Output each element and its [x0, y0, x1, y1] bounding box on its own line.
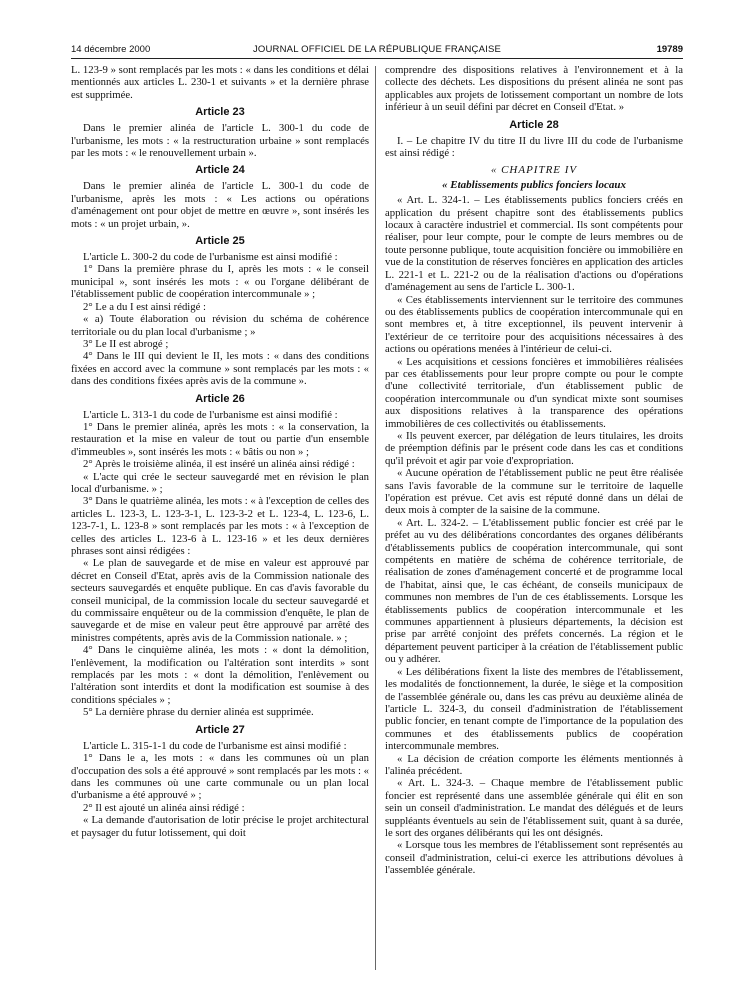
- paragraph: I. – Le chapitre IV du titre II du livre III du code de l'urbanisme est ainsi rédigé :: [385, 134, 683, 160]
- paragraph: 4° Dans le cinquième alinéa, les mots : « dont la démolition, l'enlèvement, la modification ou l'altération sont interdits » sont remplacés par les mots : « dont la démolition, l'enlèvement ou l'altération sont interdits et dont la modification est soumise à des conditions spéciales » ;: [71, 644, 369, 706]
- paragraph: « Art. L. 324-1. – Les établissements publics fonciers créés en application du présent chapitre sont des établissements publics locaux à caractère industriel et commercial. Ils sont compétents pour réaliser, pour leur compte, pour le compte de leurs membres ou de toute personne publique, toute acquisition foncière ou immobilière en vue de la constitution de réserves foncières en application des articles L. 221-1 et L. 221-2 ou de la réalisation d'actions ou d'opérations d'aménagement au sens de l'article L. 300-1.: [385, 194, 683, 294]
- page-number: 19789: [656, 44, 683, 55]
- paragraph: « Les délibérations fixent la liste des membres de l'établissement, les modalités de fonctionnement, la durée, le siège et la composition de l'assemblée générale ou, dans les cas prévu au deuxième alinéa de l'article L. 324-3, du conseil d'administration de l'établissement public foncier, en tenant compte de l'importance de la population des communes et des établissements publics de coopération intercommunale membres.: [385, 665, 683, 753]
- left-column: [71, 64, 369, 839]
- paragraph: « Les acquisitions et cessions foncières et immobilières réalisées par ces établissements pour leur propre compte ou pour le compte d'une collectivité territoriale, d'un établissement public de coopération intercommunale ou d'un syndicat mixte sont soumises aux dispositions relatives à la transparence des opérations immobilières de ces collectivités ou établissements.: [385, 355, 683, 430]
- paragraph: 2° Le a du I est ainsi rédigé :: [83, 300, 206, 313]
- section-heading: « Etablissements publics fonciers locaux: [442, 178, 626, 191]
- article-heading: Article 25: [195, 235, 245, 248]
- paragraph: 1° Dans le premier alinéa, après les mots : « la conservation, la restauration et la mise en valeur de tout ou partie d'un ensemble d'immeubles », sont insérés les mots : « bâtis ou non » ;: [71, 420, 369, 458]
- chapter-heading: « CHAPITRE IV: [490, 164, 578, 177]
- paragraph: L'article L. 300-2 du code de l'urbanisme est ainsi modifié :: [83, 251, 338, 264]
- journal-title: JOURNAL OFFICIEL DE LA RÉPUBLIQUE FRANÇAISE: [252, 44, 502, 55]
- paragraph: 5° La dernière phrase du dernier alinéa est supprimée.: [83, 706, 314, 719]
- paragraph: comprendre des dispositions relatives à l'environnement et à la collecte des déchets. Les dispositions du présent alinéa ne sont pas applicables aux projets de lotissement comportant un nombre de lots inférieur à un seuil défini par décret en Conseil d'Etat. »: [385, 64, 683, 114]
- paragraph: 1° Dans le a, les mots : « dans les communes où un plan d'occupation des sols a été approuvé » sont remplacés par les mots : « dans les communes où une carte communale ou un plan local d'urbanisme a été approuvé » ;: [71, 752, 369, 802]
- paragraph: « La décision de création comporte les éléments mentionnés à l'alinéa précédent.: [385, 752, 683, 777]
- paragraph: « Aucune opération de l'établissement public ne peut être réalisée sans l'avis favorable de la commune sur le territoire de laquelle l'opération est prévue. Cet avis est réputé donné dans un délai de deux mois à compter de la saisine de la commune.: [385, 467, 683, 517]
- paragraph: « La demande d'autorisation de lotir précise le projet architectural et paysager du futur lotissement, qui doit: [71, 814, 369, 839]
- paragraph: « Le plan de sauvegarde et de mise en valeur est approuvé par décret en Conseil d'Etat, après avis de la Commission nationale des secteurs sauvegardés et enquête publique. En cas d'avis favorable du conseil municipal, de la commission locale du secteur sauvegardé et du commissaire enquêteur ou de la commission d'enquête, le plan de sauvegarde et de mise en valeur peut être approuvé par arrêté des ministres compétents, après avis de la Commission nationale. » ;: [71, 557, 369, 644]
- header-date: 14 décembre 2000: [71, 44, 151, 55]
- paragraph: « Ces établissements interviennent sur le territoire des communes ou des établissements publics de coopération intercommunale qui en sont membres et, à titre exceptionnel, ils peuvent intervenir à l'extérieur de ce territoire pour des acquisitions nécessaires à des actions ou opérations menées à l'intérieur de celui-ci.: [385, 293, 683, 356]
- paragraph: « Lorsque tous les membres de l'établissement sont représentés au conseil d'administration, celui-ci exerce les attributions dévolues à l'assemblée générale.: [385, 839, 683, 877]
- paragraph: « Art. L. 324-3. – Chaque membre de l'établissement public foncier est représenté dans une assemblée générale qui élit en son sein un conseil d'administration. Le mandat des délégués et de leurs suppléants éventuels au sein de l'établissement suit, quant à sa durée, le sort des organes délibérants qui les ont désignés.: [385, 777, 683, 839]
- column-divider: [375, 66, 376, 970]
- paragraph: 2° Il est ajouté un alinéa ainsi rédigé :: [83, 801, 245, 814]
- article-heading: Article 23: [195, 106, 245, 119]
- paragraph: L'article L. 313-1 du code de l'urbanisme est ainsi modifié :: [83, 408, 338, 421]
- paragraph: L'article L. 315-1-1 du code de l'urbanisme est ainsi modifié :: [83, 739, 347, 752]
- paragraph: 1° Dans la première phrase du I, après les mots : « le conseil municipal », sont insérés les mots : « ou l'organe délibérant de l'établissement public de coopération intercommunale » ;: [71, 263, 369, 301]
- paragraph: « Ils peuvent exercer, par délégation de leurs titulaires, les droits de préemption définis par le présent code dans les cas et conditions qu'il prévoit et agir par voie d'expropriation.: [385, 429, 683, 467]
- paragraph: « L'acte qui crée le secteur sauvegardé met en révision le plan local d'urbanisme. » ;: [71, 470, 369, 495]
- article-heading: Article 26: [195, 392, 245, 405]
- paragraph: « Art. L. 324-2. – L'établissement public foncier est créé par le préfet au vu des délibérations concordantes des organes délibérants d'établissements publics de coopération intercommunale, qui sont compétents en matière de schéma de cohérence territoriale, de réalisation de zones d'aménagement concerté et de programme local de l'habitat, ainsi que, le cas échéant, de conseils municipaux de communes non membres de l'un de ces établissements. Lorsque les établissements publics de coopération intercommunale et les communes appartiennent à plusieurs départements, la décision est prise par arrêté conjoint des préfets concernés. La région et le département peuvent participer à la création de l'établissement public ou y adhérer.: [385, 516, 683, 666]
- article-heading: Article 28: [509, 118, 559, 131]
- paragraph: « a) Toute élaboration ou révision du schéma de cohérence territoriale ou du plan local d'urbanisme ; »: [71, 313, 369, 338]
- paragraph: L. 123-9 » sont remplacés par les mots : « dans les conditions et délai mentionnés aux articles L. 230-1 et suivants » et la dernière phrase est supprimée.: [71, 64, 369, 101]
- paragraph: 2° Après le troisième alinéa, il est inséré un alinéa ainsi rédigé :: [83, 458, 355, 471]
- paragraph: 3° Le II est abrogé ;: [83, 337, 169, 350]
- paragraph: Dans le premier alinéa de l'article L. 300-1 du code de l'urbanisme, après les mots : « Les actions ou opérations d'aménagement ont pour objet de mettre en œuvre », sont insérés les mots : « un projet urbain, ».: [71, 180, 369, 230]
- article-heading: Article 27: [195, 723, 245, 736]
- article-heading: Article 24: [195, 164, 245, 177]
- right-column: [385, 64, 683, 877]
- header-rule: [71, 58, 683, 59]
- paragraph: Dans le premier alinéa de l'article L. 300-1 du code de l'urbanisme, les mots : « la restructuration urbaine » sont remplacés par les mots : « le renouvellement urbain ».: [71, 122, 369, 160]
- paragraph: 4° Dans le III qui devient le II, les mots : « dans des conditions fixées en accord avec la commune » sont remplacés par les mots : « dans des conditions fixées après avis de la commune ».: [71, 350, 369, 388]
- paragraph: 3° Dans le quatrième alinéa, les mots : « à l'exception de celles des articles L. 123-3, L. 123-3-1, L. 123-3-2 et L. 123-4, L. 123-6, L. 123-7-1, L. 123-8 » sont remplacés par les mots : « à l'exception de celles des articles L. 123-6 à L. 123-16 » et les deux dernières phrases sont ainsi rédigées :: [71, 495, 369, 557]
